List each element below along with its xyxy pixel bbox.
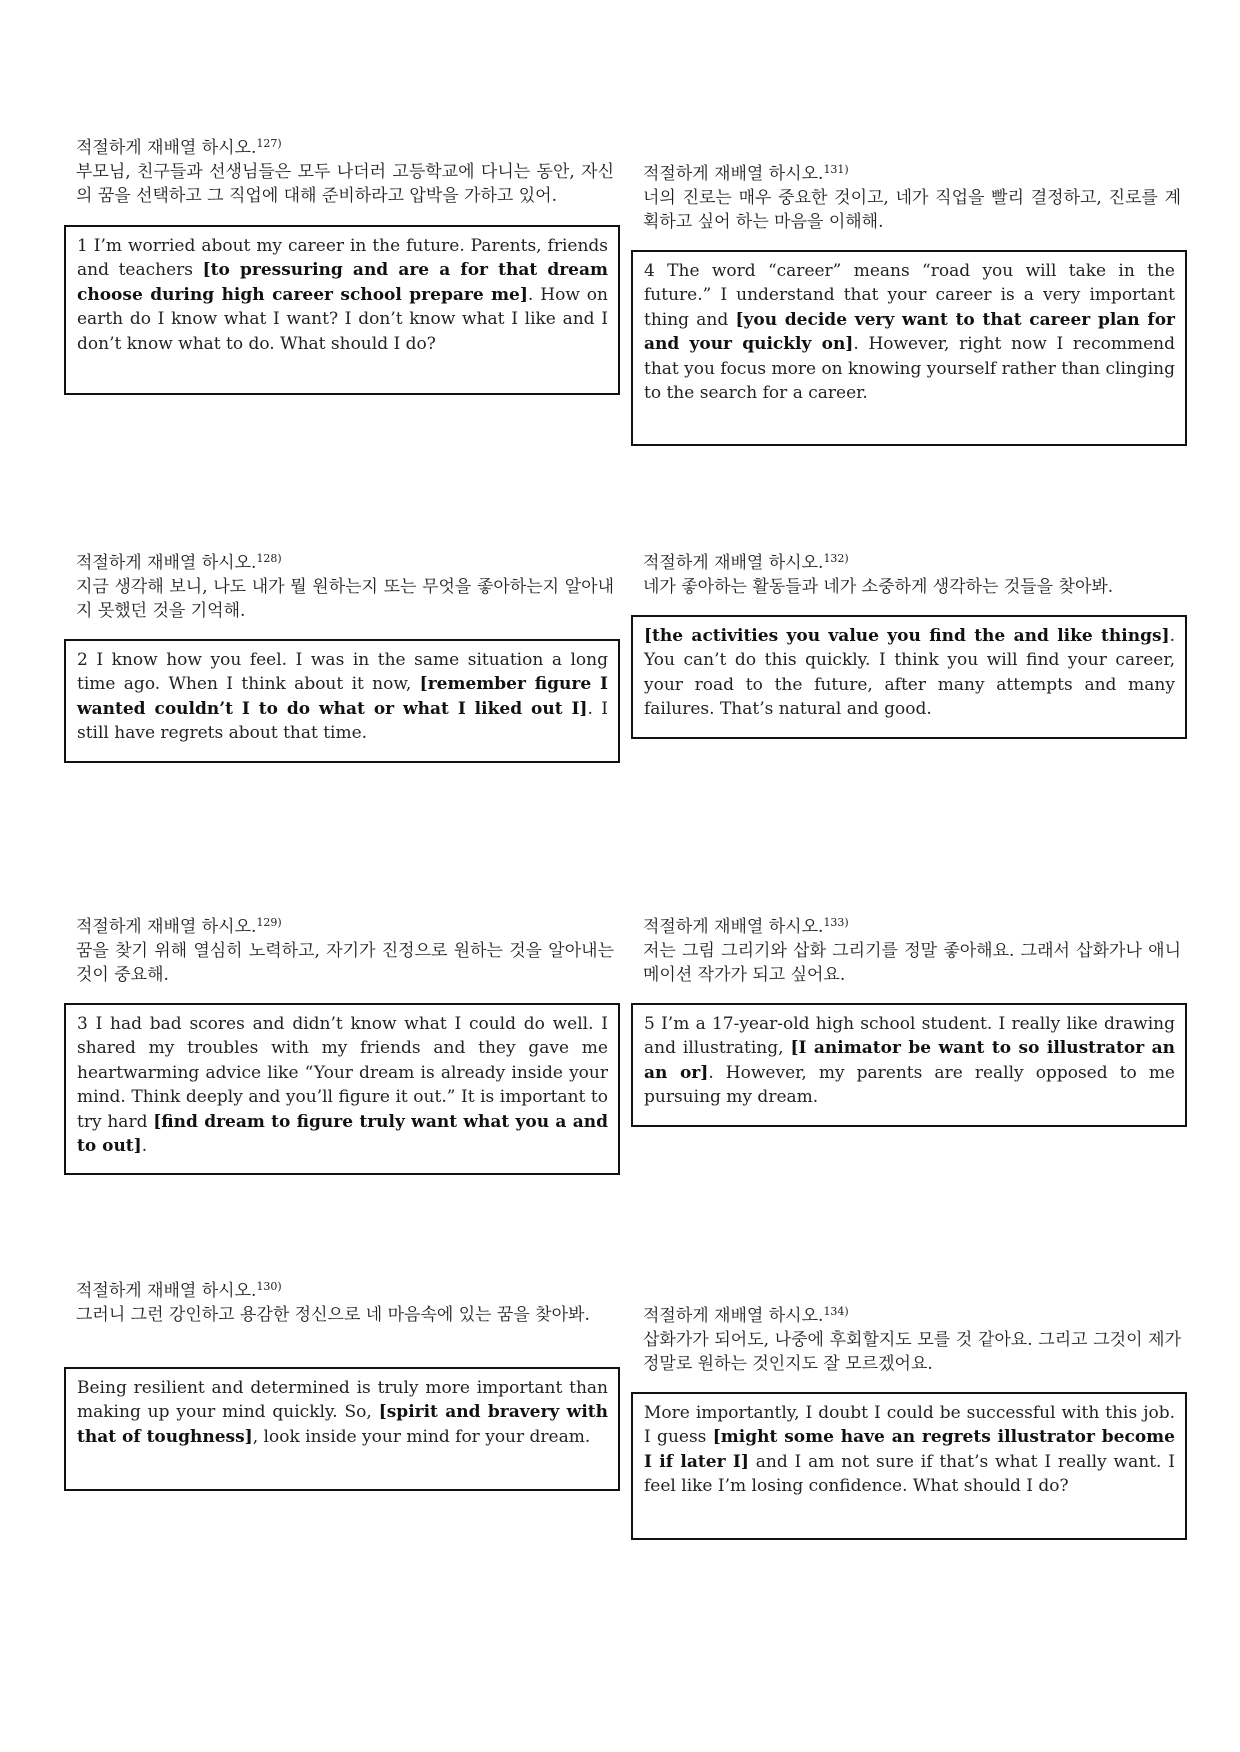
footnote-number: 134) bbox=[823, 1305, 849, 1318]
scrambled-words: [to pressuring and are a for that dream choose during high career school prepare me] bbox=[77, 260, 608, 305]
passage-text-before: 5 I’m a 17-year-old high school student. I really like drawing and illustrating, bbox=[644, 1014, 1175, 1059]
korean-translation: 너의 진로는 매우 중요한 것이고, 네가 직업을 빨리 결정하고, 진로를 계획하고 싶어 하는 마음을 이해해. bbox=[643, 188, 1181, 232]
question-130 bbox=[64, 1279, 620, 1491]
passage-text-after: and I am not sure if that’s what I really want. I feel like I’m losing confidence. What should I do? bbox=[644, 1451, 1175, 1497]
passage-text-after: . I still have regrets about that time. bbox=[77, 698, 608, 744]
passage-box bbox=[631, 615, 1187, 739]
question-prompt bbox=[76, 551, 614, 623]
question-131 bbox=[631, 162, 1187, 446]
korean-translation: 부모님, 친구들과 선생님들은 모두 나더러 고등학교에 다니는 동안, 자신의 꿈을 선택하고 그 직업에 대해 준비하라고 압박을 가하고 있어. bbox=[76, 162, 614, 206]
passage-text-after: . How on earth do I know what I want? I don’t know what I like and I don’t know what to do. What should I do? bbox=[77, 284, 608, 354]
footnote-number: 132) bbox=[823, 552, 849, 565]
instruction-text: 적절하게 재배열 하시오. bbox=[643, 553, 824, 573]
passage-text-before: Being resilient and determined is truly more important than making up your mind quickly. So, bbox=[77, 1378, 608, 1423]
passage-text-after: . However, right now I recommend that you focus more on knowing yourself rather than clinging to the search for a career. bbox=[644, 334, 1175, 404]
passage-box bbox=[631, 250, 1187, 446]
passage-box bbox=[64, 1003, 620, 1175]
instruction-text: 적절하게 재배열 하시오. bbox=[643, 1306, 824, 1326]
passage-box bbox=[64, 225, 620, 395]
scrambled-words: [find dream to figure truly want what you a and to out] bbox=[77, 1111, 608, 1157]
korean-translation: 지금 생각해 보니, 나도 내가 뭘 원하는지 또는 무엇을 좋아하는지 알아내지 못했던 것을 기억해. bbox=[76, 577, 614, 621]
instruction-text: 적절하게 재배열 하시오. bbox=[643, 917, 824, 937]
question-prompt bbox=[76, 136, 614, 208]
instruction-text: 적절하게 재배열 하시오. bbox=[76, 1281, 257, 1301]
passage-box bbox=[64, 1367, 620, 1491]
passage-box bbox=[631, 1392, 1187, 1540]
footnote-number: 130) bbox=[256, 1280, 282, 1293]
scrambled-words: [remember figure I wanted couldn’t I to do what or what I liked out I] bbox=[77, 674, 609, 719]
footnote-number: 129) bbox=[256, 916, 282, 929]
question-129 bbox=[64, 915, 620, 1175]
question-133 bbox=[631, 915, 1187, 1127]
question-prompt bbox=[643, 1304, 1181, 1376]
passage-box bbox=[64, 639, 620, 763]
korean-translation: 삽화가가 되어도, 나중에 후회할지도 모를 것 같아요. 그리고 그것이 제가 정말로 원하는 것인지도 잘 모르겠어요. bbox=[643, 1330, 1181, 1374]
question-134 bbox=[631, 1304, 1187, 1540]
scrambled-words: [might some have an regrets illustrator become I if later I] bbox=[644, 1427, 1175, 1472]
passage-text-before: 2 I know how you feel. I was in the same situation a long time ago. When I think about it now, bbox=[77, 650, 608, 695]
question-132 bbox=[631, 551, 1187, 739]
question-prompt bbox=[76, 1279, 614, 1327]
passage-text-after: , look inside your mind for your dream. bbox=[252, 1426, 591, 1447]
passage-text-before: 3 I had bad scores and didn’t know what I could do well. I shared my troubles with my friends and they gave me heartwarming advice like “Your dream is already inside your mind. Think deeply and you’ll figure it out.” It is important to try hard bbox=[77, 1014, 608, 1132]
passage-text-before: 1 I’m worried about my career in the future. Parents, friends and teachers bbox=[77, 236, 608, 281]
scrambled-words: [I animator be want to so illustrator an an or] bbox=[644, 1038, 1175, 1083]
question-prompt bbox=[643, 551, 1181, 599]
passage-text-after: . bbox=[141, 1136, 148, 1157]
instruction-text: 적절하게 재배열 하시오. bbox=[76, 138, 257, 158]
passage-box bbox=[631, 1003, 1187, 1127]
passage-text-after: . However, my parents are really opposed to me pursuing my dream. bbox=[644, 1062, 1175, 1108]
question-prompt bbox=[643, 915, 1181, 987]
question-128 bbox=[64, 551, 620, 763]
footnote-number: 127) bbox=[256, 137, 282, 150]
korean-translation: 네가 좋아하는 활동들과 네가 소중하게 생각하는 것들을 찾아봐. bbox=[643, 577, 1114, 597]
korean-translation: 꿈을 찾기 위해 열심히 노력하고, 자기가 진정으로 원하는 것을 알아내는 것이 중요해. bbox=[76, 941, 614, 985]
question-127 bbox=[64, 136, 620, 395]
instruction-text: 적절하게 재배열 하시오. bbox=[76, 553, 257, 573]
korean-translation: 저는 그림 그리기와 삽화 그리기를 정말 좋아해요. 그래서 삽화가나 애니메이션 작가가 되고 싶어요. bbox=[643, 941, 1181, 985]
scrambled-words: [spirit and bravery with that of toughness] bbox=[77, 1402, 608, 1447]
footnote-number: 131) bbox=[823, 163, 849, 176]
passage-text-after: . You can’t do this quickly. I think you will find your career, your road to the future, after many attempts and many failures. That’s natural and good. bbox=[644, 626, 1175, 720]
question-prompt bbox=[76, 915, 614, 987]
instruction-text: 적절하게 재배열 하시오. bbox=[643, 164, 824, 184]
footnote-number: 128) bbox=[256, 552, 282, 565]
question-prompt bbox=[643, 162, 1181, 234]
instruction-text: 적절하게 재배열 하시오. bbox=[76, 917, 257, 937]
scrambled-words: [the activities you value you find the and like things] bbox=[644, 626, 1170, 646]
footnote-number: 133) bbox=[823, 916, 849, 929]
scrambled-words: [you decide very want to that career plan for and your quickly on] bbox=[644, 309, 1175, 355]
korean-translation: 그러니 그런 강인하고 용감한 정신으로 네 마음속에 있는 꿈을 찾아봐. bbox=[76, 1305, 590, 1325]
passage-text-before: 4 The word “career” means “road you will take in the future.” I understand that your career is a very important thing and bbox=[644, 261, 1175, 330]
passage-text-before: More importantly, I doubt I could be successful with this job. I guess bbox=[644, 1403, 1175, 1448]
